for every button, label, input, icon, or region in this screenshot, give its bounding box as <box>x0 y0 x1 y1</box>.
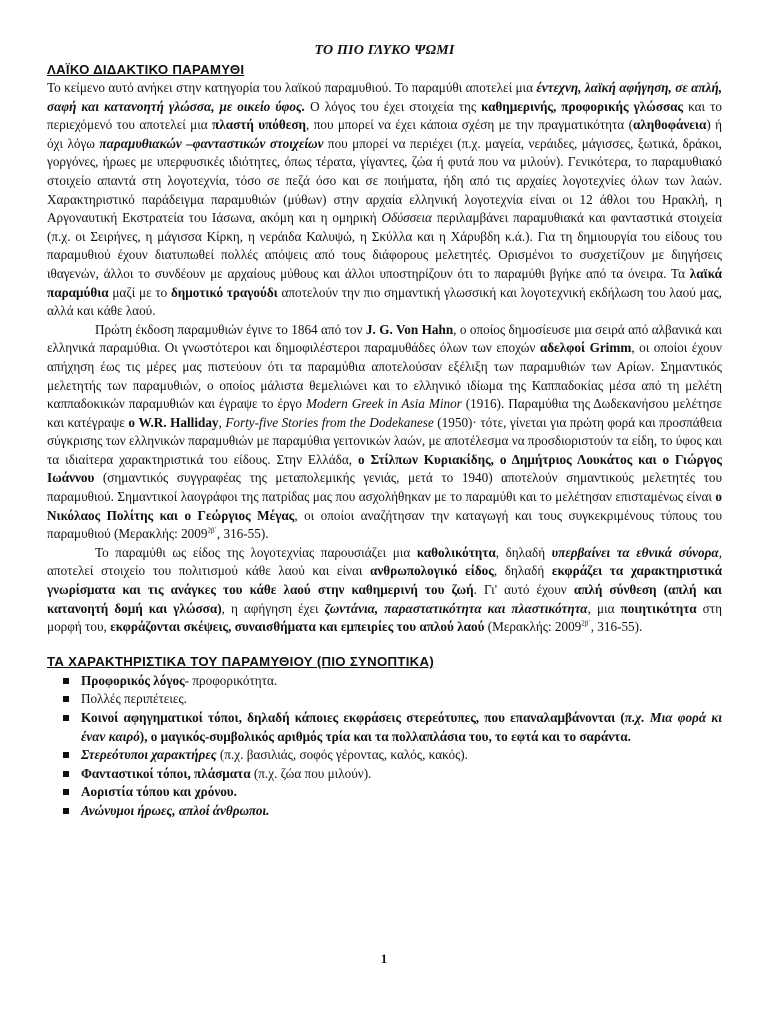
text-run: Το παραμύθι ως είδος της λογοτεχνίας παρουσιάζει μια <box>95 544 417 560</box>
text-run: που μπορεί να περιέχει (π.χ. μαγεία, νεράιδες, μάγισσες, ξωτικά, δράκοι, γοργόνες, ήρωες με υπερφυσικές ιδιότητες, όπως τέρατα, γίγαντες, ζώα ή φυτά που να μιλούν). Γενικότερα, το παραμυθιακό στοιχείο απαντά στη λογοτεχνία, τόσο σε πεζά όσο και σε ποιήματα, ήδη από τις αρχαίες λογοτεχνίες όλων των λαών. Χαρακτηριστικό παράδειγμα παραμυθιών (μύθων) στην αρχαία ελληνική λογοτεχνία είναι οι 12 άθλοι του Ηρακλή, η Αργοναυτική Εκστρατεία του Ιάσωνα, ακόμη και η ομηρική <box>47 135 722 226</box>
text-run: Πολλές περιπέτειες. <box>81 691 187 707</box>
text-run: καθημερινής, προφορικής γλώσσας <box>481 98 684 114</box>
text-run: ο Στίλπων Κυριακίδης, ο Δημήτριος Λουκάτος και ο Γιώργος Ιωάννου <box>47 451 722 486</box>
text-run: Φανταστικοί τόποι, πλάσματα <box>81 765 251 781</box>
text-run: , η αφήγηση έχει <box>221 600 325 616</box>
list-item <box>81 765 722 784</box>
text-run: απλή σύνθεση (απλή και κατανοητή δομή και γλώσσα) <box>47 582 722 616</box>
section-heading-features: ΤΑ ΧΑΡΑΚΤΗΡΙΣΤΙΚΑ ΤΟΥ ΠΑΡΑΜΥΘΙΟΥ (ΠΙΟ ΣΥΝΟΠΤΙΚΑ) <box>47 653 435 669</box>
text-run: αποτελούν την πιο σημαντική γλωσσική και λογοτεχνική εκδήλωση του λαού μας, αλλά και κάθε λαού. <box>47 284 722 319</box>
text-run: παραμυθιακών –φανταστικών στοιχείων <box>99 135 324 151</box>
text-run: μαζί με το <box>108 284 171 300</box>
text-run: Στερεότυποι χαρακτήρες <box>81 747 217 763</box>
paragraph-history <box>47 321 722 544</box>
document-content <box>47 43 722 821</box>
text-run: ποιητικότητα <box>620 600 697 616</box>
text-run: , που μπορεί να έχει κάποια σχέση με την πραγματικότητα ( <box>306 117 633 133</box>
text-run: περιλαμβάνει παραμυθιακά και φανταστικά στοιχεία (π.χ. οι Σειρήνες, η μάγισσα Κίρκη, η νεράιδα Καλυψώ, η Σκύλλα και η Χάρυβδη κ.ά.). Για τη δημιουργία του είδους του παραμυθιού έχουν διατυπωθεί πολλές απόψεις από τους διάφορους μελετητές. Ορισμένοι το συσχετίζουν με διηγήσεις ιθαγενών, άλλοι το συνδέουν με αρχαίους μύθους και άλλοι υποστηρίζουν ότι το παραμύθι βγήκε από τα όνειρα. Τα <box>47 210 722 281</box>
text-run: Κοινοί αφηγηματικοί τόποι, δηλαδή κάποιες εκφράσεις στερεότυπες, που επαναλαμβάνονται ( <box>81 710 625 725</box>
text-run: εκφράζονται σκέψεις, συναισθήματα και εμπειρίες του απλού λαού <box>110 619 485 635</box>
text-run: Ο λόγος του έχει στοιχεία της <box>305 98 482 114</box>
text-run: δημοτικό τραγούδι <box>170 284 278 300</box>
text-run: ο W.R. Halliday <box>128 414 219 430</box>
text-run: ) ή όχι λόγω <box>47 117 722 151</box>
text-run: λαϊκά παραμύθια <box>47 265 722 300</box>
paragraph-characteristics <box>47 544 722 637</box>
text-run: πλαστή υπόθεση <box>212 117 307 133</box>
text-run: (1950)· τότε, γίνεται για πρώτη φορά και προσπάθεια σύγκρισης των ελληνικών παραμυθιών με παραμύθια γειτονικών λαών, με αποτέλεσμα να προσδιοριστούν τα είδη, το ύφος και τα ιδιαίτερα χαρακτηριστικά του είδους. Στην Ελλάδα, <box>47 414 723 467</box>
document-title: ΤΟ ΠΙΟ ΓΛΥΚΟ ΨΩΜΙ <box>314 43 455 58</box>
text-run: εκφράζει τα χαρακτηριστικά γνωρίσματα και τις ανάγκες του κάθε λαού στην καθημερινή του ζωή <box>47 563 722 598</box>
text-run: ο Νικόλαος Πολίτης και ο Γεώργιος Μέγας <box>47 489 722 523</box>
text-run: στη μορφή του, <box>47 600 722 635</box>
text-run: Το κείμενο αυτό ανήκει στην κατηγορία του λαϊκού παραμυθιού. Το παραμύθι αποτελεί μια <box>47 80 537 95</box>
list-item <box>81 783 722 802</box>
text-run: (1916). Παραμύθια της Δωδεκανήσου μελέτησε και κατέγραψε <box>47 396 722 430</box>
text-run: καθολικότητα <box>416 544 496 560</box>
text-run: Αοριστία τόπου και χρόνου. <box>81 784 237 800</box>
text-run: αληθοφάνεια <box>632 117 707 133</box>
text-run: , αποτελεί στοιχείο του πολιτισμού κάθε λαού και είναι <box>47 544 722 579</box>
text-run: ανθρωπολογικό είδος <box>370 563 494 579</box>
text-run: , 316-55). <box>216 526 269 542</box>
text-run: Οδύσσεια <box>381 210 432 226</box>
text-run: (σημαντικός συγγραφέας της μεταπολεμικής γενιάς, μετά το 1940) αποτελούν σημαντικούς μελετητές του παραμυθιού. Σημαντικοί λαογράφοι της πατρίδας μας που ασχολήθηκαν με το παραμύθι και το μελέτησαν επισταμένως είναι <box>47 470 722 505</box>
text-run: Modern Greek in Asia Minor <box>305 396 462 412</box>
text-run: (π.χ. βασιλιάς, σοφός γέροντας, καλός, κακός). <box>216 747 468 763</box>
list-item <box>81 746 722 765</box>
text-run: , ο οποίος δημοσίευσε μια σειρά από αλβανικά και ελληνικά παραμύθια. Οι γνωστότεροι και δημοφιλέστεροι παραμυθάδες όλων των εποχών <box>47 321 722 356</box>
text-run: . Γι' αυτό έχουν <box>473 582 574 598</box>
text-run: (π.χ. ζώα που μιλούν). <box>250 765 372 781</box>
text-run: Forty-five Stories from the Dodekanese <box>225 414 434 430</box>
edition-superscript: 2β΄ <box>581 619 591 628</box>
text-run: , οι οποίοι αναζήτησαν την καταγωγή και τους συγκεκριμένους τύπους του παραμυθιού (Μερακλής: 2009 <box>47 507 722 542</box>
text-run: , δηλαδή <box>493 563 552 579</box>
text-run: (Μερακλής: 2009 <box>484 619 582 635</box>
list-item <box>81 802 722 821</box>
text-run: - προφορικότητα. <box>184 672 278 688</box>
text-run: Προφορικός λόγος <box>81 672 185 688</box>
text-run: υπερβαίνει τα εθνικά σύνορα <box>551 544 719 560</box>
text-run: , <box>218 414 226 430</box>
text-run: και το περιεχόμενό του αποτελεί μια <box>47 98 722 133</box>
features-list <box>47 672 722 821</box>
text-run: έντεχνη, λαϊκή αφήγηση, σε απλή, σαφή και κατανοητή γλώσσα, με οικείο ύφος. <box>47 80 722 114</box>
list-item <box>81 690 722 709</box>
text-run: αδελφοί Grimm <box>539 340 632 356</box>
list-item <box>81 709 722 746</box>
text-run: ζωντάνια, παραστατικότητα και πλαστικότητα <box>324 600 588 616</box>
text-run: Πρώτη έκδοση παραμυθιών έγινε το 1864 από τον <box>95 321 366 337</box>
text-run: , μια <box>587 600 621 616</box>
text-run: J. G. Von Hahn <box>365 321 454 337</box>
list-item <box>81 672 722 691</box>
text-run: , δηλαδή <box>495 544 552 560</box>
text-run: ), ο μαγικός-συμβολικός αριθμός τρία και τα πολλαπλάσια του, το εφτά και το σαράντα. <box>139 728 631 744</box>
text-run: Ανώνυμοι ήρωες, απλοί άνθρωποι. <box>81 802 270 818</box>
text-run: , 316-55). <box>590 619 643 635</box>
text-run: , οι οποίοι έχουν απήχηση έως τις μέρες μας πιστεύουν ότι τα παραμύθια αποτελούσαν εξέλιξη των παραμυθιών των Αρίων. Σημαντικός μελετητής των παραμυθιών, ο οποίος μάλιστα θεμελιώνει και το ελληνικό ιδίωμα της Καππαδοκίας μέσα από τη μελέτη καππαδοκικών παραμυθιών και έγραψε το έργο <box>47 340 722 412</box>
page-number: 1 <box>380 952 388 966</box>
section-heading-folk-tale: ΛΑΪΚΟ ΔΙΔΑΚΤΙΚΟ ΠΑΡΑΜΥΘΙ <box>47 62 245 77</box>
section-spacer <box>47 637 722 653</box>
text-run: π.χ. Μια φορά κι έναν καιρό <box>81 710 722 744</box>
edition-superscript: 2β΄ <box>207 526 217 535</box>
paragraph-intro <box>47 79 722 321</box>
